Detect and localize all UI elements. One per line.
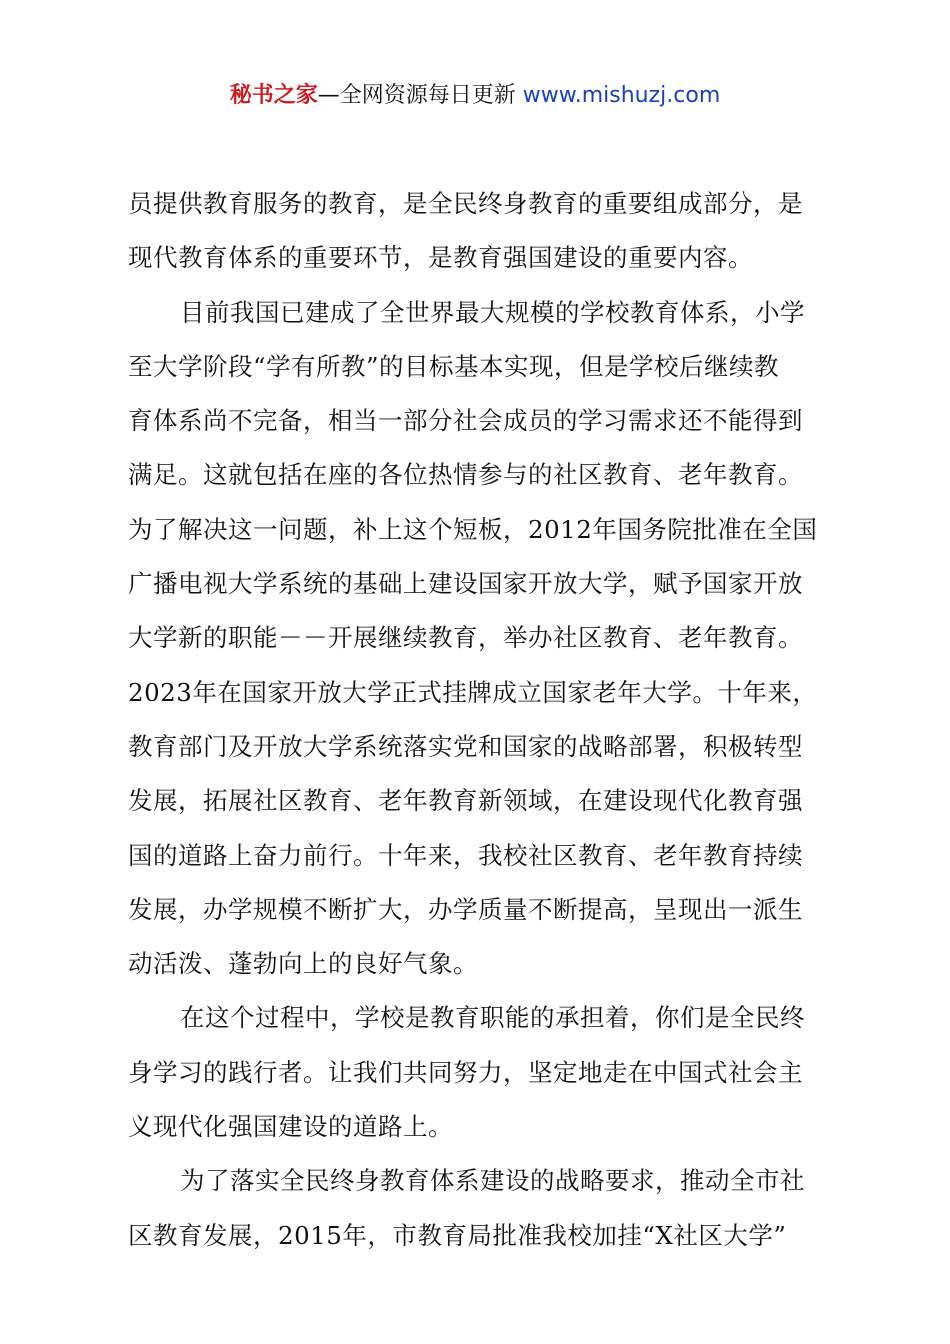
text-line: 目前我国已建成了全世界最大规模的学校教育体系，小学	[180, 297, 805, 327]
document-body	[128, 183, 828, 1269]
text-line: 身学习的践行者。让我们共同努力，坚定地走在中国式社会主	[128, 1057, 803, 1087]
text-line: 动活泼、蓬勃向上的良好气象。	[128, 949, 478, 979]
text-line: 区教育发展，2015年，市教育局批准我校加挂“X社区大学”	[128, 1220, 787, 1250]
text-line: 育体系尚不完备，相当一部分社会成员的学习需求还不能得到	[128, 406, 803, 436]
site-url: www.mishuzj.com	[515, 83, 721, 108]
text-line: 员提供教育服务的教育，是全民终身教育的重要组成部分，是	[128, 189, 803, 218]
text-line: 为了解决这一问题，补上这个短板，2012年国务院批准在全国	[128, 514, 818, 544]
site-header	[0, 80, 950, 112]
text-line: 为了落实全民终身教育体系建设的战略要求，推动全市社	[180, 1166, 805, 1196]
text-line: 义现代化强国建设的道路上。	[128, 1112, 453, 1142]
text-line: 发展，办学规模不断扩大，办学质量不断提高，呈现出一派生	[128, 894, 803, 924]
text-line: 满足。这就包括在座的各位热情参与的社区教育、老年教育。	[128, 460, 803, 490]
brand-name: 秘书之家	[229, 83, 318, 108]
text-line: 广播电视大学系统的基础上建设国家开放大学，赋予国家开放	[128, 569, 803, 599]
text-line: 2023年在国家开放大学正式挂牌成立国家老年大学。十年来，	[128, 677, 818, 707]
text-line: 发展，拓展社区教育、老年教育新领域，在建设现代化教育强	[128, 786, 803, 816]
text-line: 教育部门及开放大学系统落实党和国家的战略部署，积极转型	[128, 731, 803, 761]
text-line: 现代教育体系的重要环节，是教育强国建设的重要内容。	[128, 243, 753, 273]
text-line: 在这个过程中，学校是教育职能的承担着，你们是全民终	[180, 1003, 805, 1033]
text-line: 国的道路上奋力前行。十年来，我校社区教育、老年教育持续	[128, 840, 803, 870]
text-line: 至大学阶段“学有所教”的目标基本实现，但是学校后继续教	[128, 351, 780, 381]
header-slogan: 全网资源每日更新	[339, 83, 516, 108]
header-dash: —	[317, 83, 340, 108]
text-line: 大学新的职能－－开展继续教育，举办社区教育、老年教育。	[128, 623, 803, 653]
